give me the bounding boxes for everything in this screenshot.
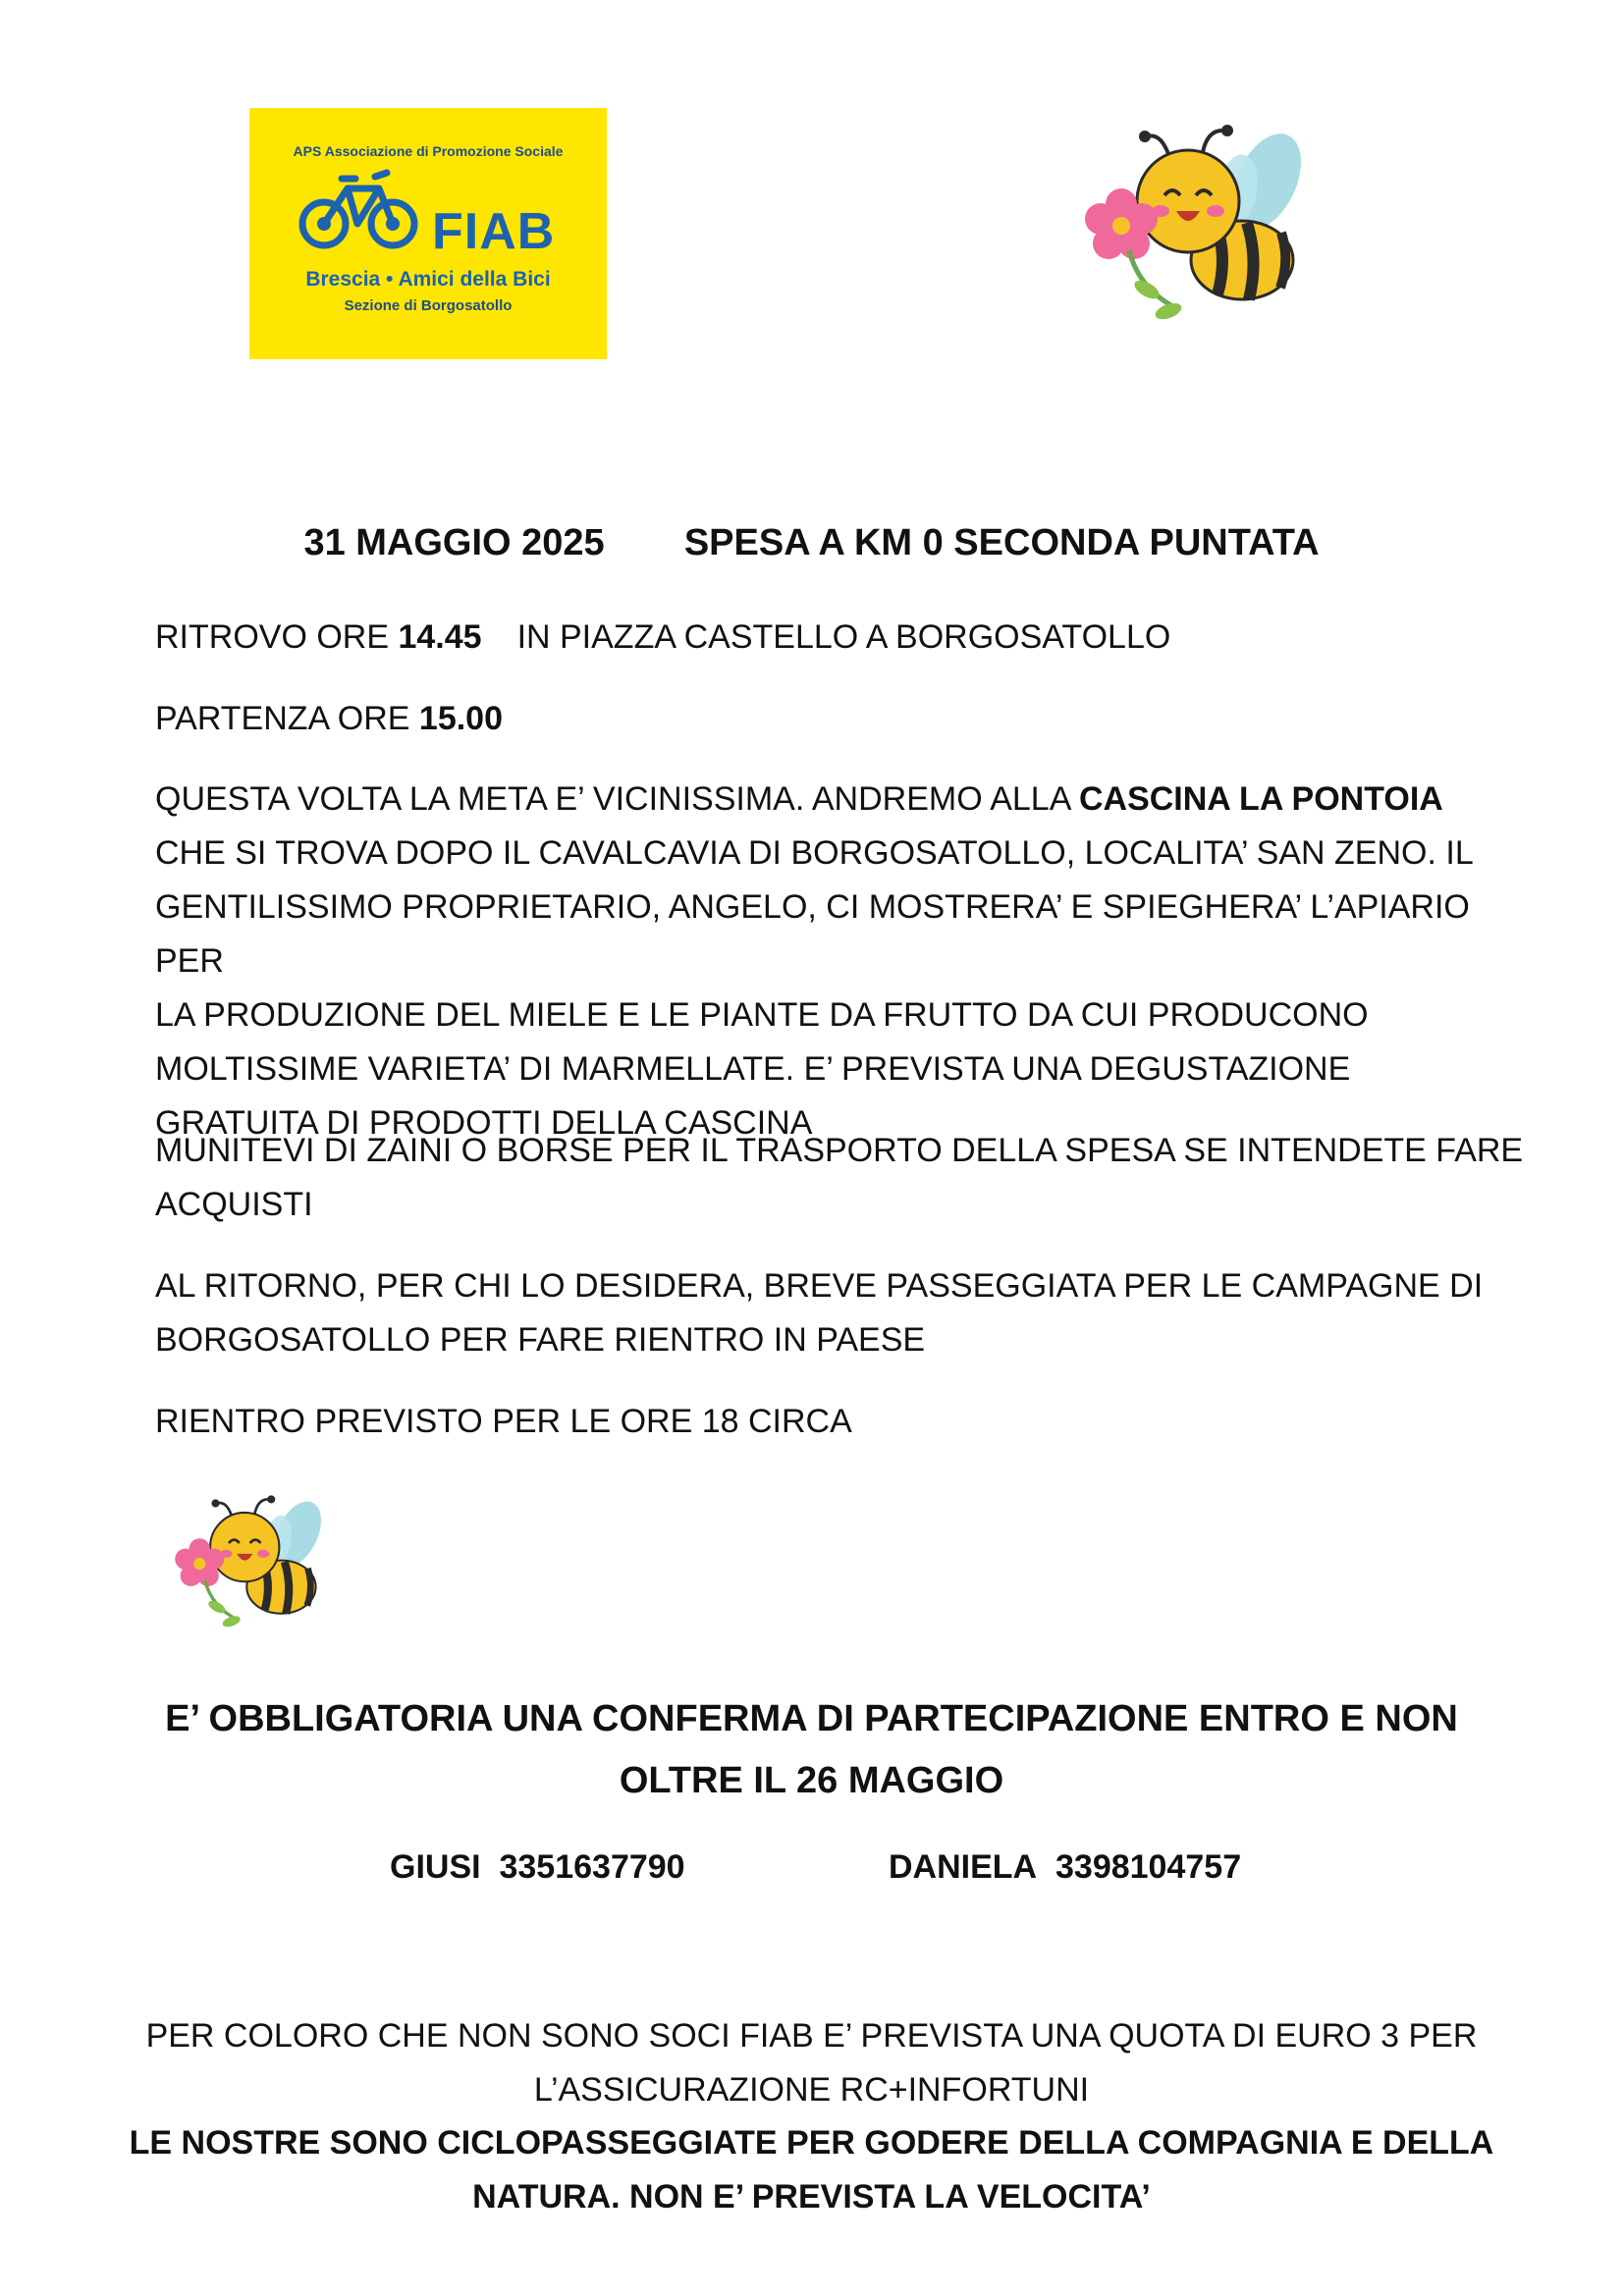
description-line-4: LA PRODUZIONE DEL MIELE E LE PIANTE DA FRUTTO DA CUI PRODUCONO [155,996,1369,1034]
contact-phone: 3398104757 [1055,1848,1242,1886]
bee-with-flower-icon [1070,123,1325,329]
event-name: SPESA A KM 0 SECONDA PUNTATA [683,522,1320,563]
fee-notice [0,2009,1623,2117]
destination-name: CASCINA LA PONTOIA [1078,780,1443,818]
bags-paragraph [155,1124,1530,1232]
description-line-6: GRATUITA DI PRODOTTI DELLA CASCINA [155,1104,813,1142]
page-title [0,522,1623,564]
event-date: 31 MAGGIO 2025 [303,522,605,563]
return-time: RIENTRO PREVISTO PER LE ORE 18 CIRCA [155,1403,852,1440]
return-walk-line-2: BORGOSATOLLO PER FARE RIENTRO IN PAESE [155,1321,926,1359]
return-walk-paragraph [155,1259,1530,1367]
fee-line-2: L’ASSICURAZIONE RC+INFORTUNI [533,2071,1090,2109]
bags-line-1: MUNITEVI DI ZAINI O BORSE PER IL TRASPORTO DELLA SPESA SE INTENDETE FARE [155,1132,1524,1169]
description-intro: QUESTA VOLTA LA META E’ VICINISSIMA. ANDREMO ALLA [155,780,1079,818]
closing-line-2: NATURA. NON E’ PREVISTA LA VELOCITA’ [472,2178,1151,2216]
fiab-logo [249,108,607,359]
closing-notice [0,2116,1623,2224]
logo-name: FIAB [432,203,556,260]
fee-line-1: PER COLORO CHE NON SONO SOCI FIAB E’ PREVISTA UNA QUOTA DI EURO 3 PER [145,2017,1478,2055]
meeting-place: IN PIAZZA CASTELLO A BORGOSATOLLO [516,618,1171,656]
description-paragraph [155,773,1530,1150]
description-line-3: GENTILISSIMO PROPRIETARIO, ANGELO, CI MOSTRERA’ E SPIEGHERA’ L’APIARIO PER [155,888,1470,980]
description-line-1 [155,773,1530,827]
contact-phone: 3351637790 [499,1848,685,1886]
logo-section: Sezione di Borgosatollo [344,297,513,314]
confirmation-notice [0,1688,1623,1812]
confirmation-line-2: OLTRE IL 26 MAGGIO [619,1760,1004,1801]
description-line-2: CHE SI TROVA DOPO IL CAVALCAVIA DI BORGOSATOLLO, LOCALITA’ SAN ZENO. IL [155,834,1474,872]
return-walk-line-1: AL RITORNO, PER CHI LO DESIDERA, BREVE PASSEGGIATA PER LE CAMPAGNE DI [155,1267,1484,1305]
meeting-info [155,611,1530,665]
meeting-label: RITROVO ORE [155,618,399,656]
contact-giusi [390,1841,685,1895]
contact-daniela [889,1841,1241,1895]
confirmation-line-1: E’ OBBLIGATORIA UNA CONFERMA DI PARTECIPAZIONE ENTRO E NON [165,1698,1458,1739]
bee-with-flower-icon-small [165,1494,338,1633]
bags-line-2: ACQUISTI [155,1186,313,1223]
closing-line-1: LE NOSTRE SONO CICLOPASSEGGIATE PER GODERE DELLA COMPAGNIA E DELLA [129,2124,1494,2162]
bicycle-icon [297,167,434,255]
departure-time: 15.00 [418,700,504,737]
departure-label: PARTENZA ORE [155,700,419,737]
logo-subtitle: Brescia • Amici della Bici [305,268,551,291]
contact-name: GIUSI [390,1848,481,1886]
logo-association: APS Associazione di Promozione Sociale [293,143,564,159]
contact-name: DANIELA [889,1848,1038,1886]
departure-info [155,692,1530,746]
meeting-time: 14.45 [398,618,482,656]
description-line-5: MOLTISSIME VARIETA’ DI MARMELLATE. E’ PREVISTA UNA DEGUSTAZIONE [155,1050,1351,1088]
